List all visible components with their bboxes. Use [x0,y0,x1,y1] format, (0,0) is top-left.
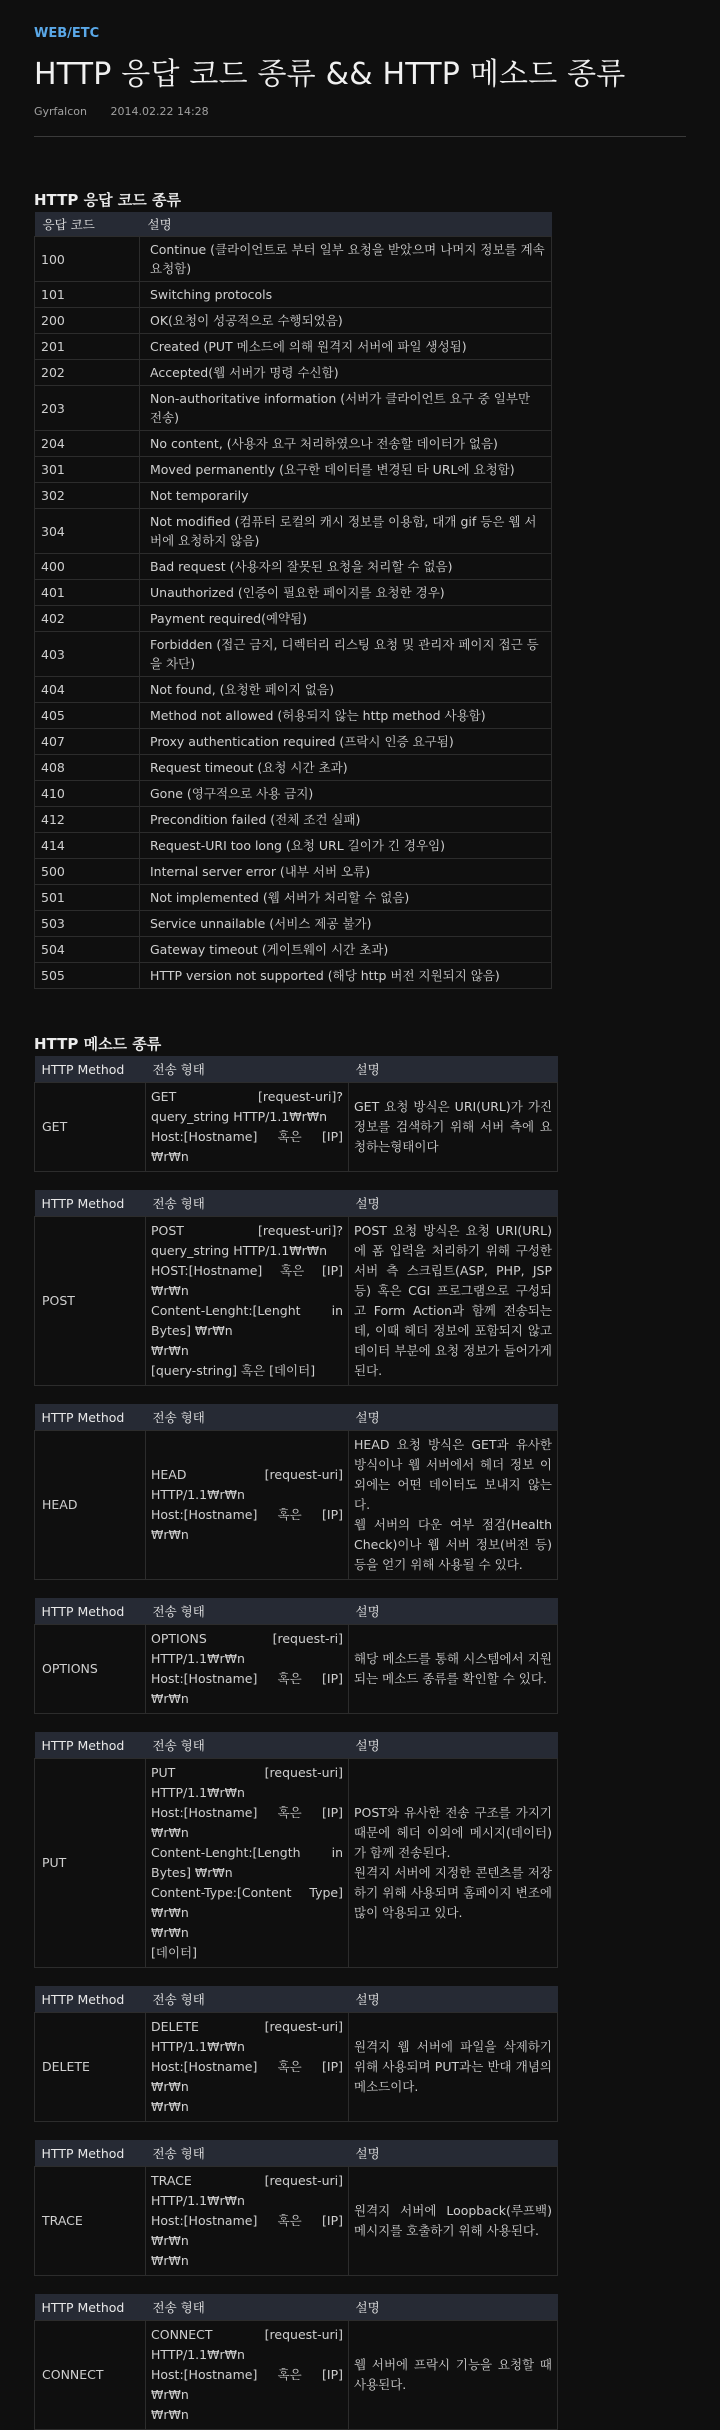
column-header-form: 전송 형태 [146,1986,349,2013]
table-row [35,1083,558,1172]
column-header-description: 설명 [349,1190,558,1217]
status-description-cell: Forbidden (접근 금지, 디렉터리 리스팅 요청 및 관리자 페이지 접근 등을 차단) [140,632,552,677]
method-name-cell: GET [35,1083,146,1172]
method-name-cell: OPTIONS [35,1625,146,1714]
status-description-cell: Gone (영구적으로 사용 금지) [140,781,552,807]
method-description-cell: 웹 서버에 프락시 기능을 요청할 때 사용된다. [349,2321,558,2430]
method-table-put [34,1732,558,1968]
method-header-row [35,1190,558,1217]
status-code-cell: 204 [35,431,140,457]
status-code-cell: 414 [35,833,140,859]
method-header-row [35,1986,558,2013]
column-header-form: 전송 형태 [146,1732,349,1759]
status-codes-heading: HTTP 응답 코드 종류 [34,191,181,209]
status-code-cell: 301 [35,457,140,483]
method-table-get [34,1056,558,1172]
method-header-row [35,1056,558,1083]
status-description-cell: Non-authoritative information (서버가 클라이언트 요구 중 일부만 전송) [140,386,552,431]
column-header-description: 설명 [349,1986,558,2013]
method-description-cell: HEAD 요청 방식은 GET과 유사한 방식이나 웹 서버에서 헤더 정보 이외에는 어떤 데이터도 보내지 않는다. 웹 서버의 다운 여부 점검(Health Check)이나 웹 서버 정보(버전 등)등을 얻기 위해 사용될 수 있다. [349,1431,558,1580]
table-row [35,807,552,833]
method-form-cell: TRACE [request-uri] HTTP/1.1₩r₩n Host:[Hostname] 혹은 [IP] ₩r₩n ₩r₩n [146,2167,349,2276]
table-row [35,360,552,386]
status-code-cell: 402 [35,606,140,632]
status-code-cell: 101 [35,282,140,308]
method-table-trace [34,2140,558,2276]
status-code-cell: 202 [35,360,140,386]
table-row [35,1625,558,1714]
method-form-cell: CONNECT [request-uri] HTTP/1.1₩r₩n Host:[Hostname] 혹은 [IP] ₩r₩n ₩r₩n [146,2321,349,2430]
method-form-cell: GET [request-uri]?query_string HTTP/1.1₩r₩n Host:[Hostname] 혹은 [IP] ₩r₩n [146,1083,349,1172]
method-table-delete [34,1986,558,2122]
status-description-cell: Switching protocols [140,282,552,308]
table-row [35,755,552,781]
column-header-form: 전송 형태 [146,1056,349,1083]
table-row [35,308,552,334]
status-description-cell: Not temporarily [140,483,552,509]
method-header-row [35,2294,558,2321]
status-description-cell: Payment required(예약됨) [140,606,552,632]
status-description-cell: HTTP version not supported (해당 http 버전 지원되지 않음) [140,963,552,989]
column-header-method: HTTP Method [35,1598,146,1625]
status-description-cell: Gateway timeout (게이트웨이 시간 초과) [140,937,552,963]
method-header-row [35,2140,558,2167]
status-code-cell: 410 [35,781,140,807]
table-row [35,334,552,360]
column-header-form: 전송 형태 [146,1190,349,1217]
method-form-cell: OPTIONS [request-ri] HTTP/1.1₩r₩n Host:[Hostname] 혹은 [IP] ₩r₩n [146,1625,349,1714]
status-description-cell: Created (PUT 메소드에 의해 원격지 서버에 파일 생성됨) [140,334,552,360]
table-row [35,483,552,509]
table-row [35,911,552,937]
post-author[interactable]: Gyrfalcon [34,105,87,118]
table-row [35,859,552,885]
method-description-cell: 원격지 서버에 Loopback(루프백) 메시지를 호출하기 위해 사용된다. [349,2167,558,2276]
status-code-cell: 200 [35,308,140,334]
column-header-form: 전송 형태 [146,1598,349,1625]
table-row [35,431,552,457]
table-row [35,2013,558,2122]
column-header-description: 설명 [349,1732,558,1759]
method-name-cell: PUT [35,1759,146,1968]
status-codes-header-row [35,212,552,237]
status-description-cell: Method not allowed (허용되지 않는 http method 사용함) [140,703,552,729]
title-divider [34,136,686,137]
method-header-row [35,1404,558,1431]
table-row [35,457,552,483]
method-name-cell: HEAD [35,1431,146,1580]
table-row [35,833,552,859]
method-form-cell: HEAD [request-uri] HTTP/1.1₩r₩n Host:[Hostname] 혹은 [IP] ₩r₩n [146,1431,349,1580]
column-header-form: 전송 형태 [146,1404,349,1431]
method-name-cell: DELETE [35,2013,146,2122]
method-name-cell: POST [35,1217,146,1386]
status-description-cell: Unauthorized (인증이 필요한 페이지를 요청한 경우) [140,580,552,606]
post-meta [34,105,686,118]
table-row [35,1759,558,1968]
method-name-cell: CONNECT [35,2321,146,2430]
status-code-cell: 407 [35,729,140,755]
table-row [35,781,552,807]
table-row [35,386,552,431]
method-form-cell: PUT [request-uri] HTTP/1.1₩r₩n Host:[Hostname] 혹은 [IP] ₩r₩n Content-Lenght:[Length in Bytes] ₩r₩n Content-Type:[Content Type] ₩r₩n ₩r₩n [데이터] [146,1759,349,1968]
column-header-description: 설명 [140,212,552,237]
status-description-cell: Request-URI too long (요청 URL 길이가 긴 경우임) [140,833,552,859]
status-description-cell: Accepted(웹 서버가 명령 수신함) [140,360,552,386]
method-form-cell: POST [request-uri]?query_string HTTP/1.1₩r₩n HOST:[Hostname] 혹은 [IP] ₩r₩n Content-Lenght:[Lenght in Bytes] ₩r₩n ₩r₩n [query-string] 혹은 [데이터] [146,1217,349,1386]
post-date: 2014.02.22 14:28 [110,105,209,118]
table-row [35,885,552,911]
status-description-cell: Continue (클라이언트로 부터 일부 요청을 받았으며 나머지 정보를 계속 요청함) [140,237,552,282]
post-title: HTTP 응답 코드 종류 && HTTP 메소드 종류 [34,57,626,92]
status-description-cell: OK(요청이 성공적으로 수행되었음) [140,308,552,334]
status-description-cell: No content, (사용자 요구 처리하였으나 전송할 데이터가 없음) [140,431,552,457]
status-code-cell: 403 [35,632,140,677]
method-description-cell: POST 요청 방식은 요청 URI(URL)에 폼 입력을 처리하기 위해 구성한 서버 측 스크립트(ASP, PHP, JSP 등) 혹은 CGI 프로그램으로 구성되고 Form Action과 함께 전송되는데, 이때 헤더 정보에 포함되지 않고 데이터 부분에 요청 정보가 들어가게 된다. [349,1217,558,1386]
column-header-method: HTTP Method [35,1190,146,1217]
status-description-cell: Bad request (사용자의 잘못된 요청을 처리할 수 없음) [140,554,552,580]
column-header-description: 설명 [349,2140,558,2167]
methods-heading: HTTP 메소드 종류 [34,1035,162,1053]
table-row [35,729,552,755]
table-row [35,1431,558,1580]
status-description-cell: Precondition failed (전체 조건 실패) [140,807,552,833]
post-category-link[interactable]: WEB/ETC [34,26,100,41]
status-codes-body [35,237,552,989]
status-code-cell: 408 [35,755,140,781]
table-row [35,237,552,282]
column-header-form: 전송 형태 [146,2140,349,2167]
table-row [35,632,552,677]
method-form-cell: DELETE [request-uri] HTTP/1.1₩r₩n Host:[Hostname] 혹은 [IP] ₩r₩n ₩r₩n [146,2013,349,2122]
status-description-cell: Proxy authentication required (프락시 인증 요구됨) [140,729,552,755]
method-header-row [35,1598,558,1625]
column-header-method: HTTP Method [35,1056,146,1083]
table-row [35,282,552,308]
table-row [35,703,552,729]
methods-list [34,1056,686,2430]
status-code-cell: 400 [35,554,140,580]
table-row [35,2167,558,2276]
status-code-cell: 302 [35,483,140,509]
status-description-cell: Request timeout (요청 시간 초과) [140,755,552,781]
column-header-method: HTTP Method [35,1732,146,1759]
column-header-description: 설명 [349,1404,558,1431]
table-row [35,580,552,606]
table-row [35,677,552,703]
method-name-cell: TRACE [35,2167,146,2276]
column-header-description: 설명 [349,1056,558,1083]
method-header-row [35,1732,558,1759]
table-row [35,606,552,632]
status-code-cell: 412 [35,807,140,833]
table-row [35,1217,558,1386]
column-header-form: 전송 형태 [146,2294,349,2321]
status-code-cell: 203 [35,386,140,431]
column-header-method: HTTP Method [35,1404,146,1431]
method-description-cell: POST와 유사한 전송 구조를 가지기 때문에 헤더 이외에 메시지(데이터)가 함께 전송된다. 원격지 서버에 지정한 콘텐츠를 저장하기 위해 사용되며 홈페이지 변조에 많이 악용되고 있다. [349,1759,558,1968]
status-code-cell: 404 [35,677,140,703]
method-description-cell: GET 요청 방식은 URI(URL)가 가진 정보를 검색하기 위해 서버 측에 요청하는형태이다 [349,1083,558,1172]
status-description-cell: Internal server error (내부 서버 오류) [140,859,552,885]
table-row [35,963,552,989]
status-code-cell: 501 [35,885,140,911]
status-code-cell: 500 [35,859,140,885]
status-code-cell: 100 [35,237,140,282]
status-code-cell: 504 [35,937,140,963]
table-row [35,509,552,554]
status-code-cell: 201 [35,334,140,360]
status-description-cell: Service unnailable (서비스 제공 불가) [140,911,552,937]
method-table-options [34,1598,558,1714]
method-table-head [34,1404,558,1580]
status-description-cell: Not implemented (웹 서버가 처리할 수 없음) [140,885,552,911]
column-header-method: HTTP Method [35,2140,146,2167]
method-table-post [34,1190,558,1386]
table-row [35,937,552,963]
method-table-connect [34,2294,558,2430]
method-description-cell: 원격지 웹 서버에 파일을 삭제하기 위해 사용되며 PUT과는 반대 개념의 메소드이다. [349,2013,558,2122]
status-code-cell: 503 [35,911,140,937]
column-header-description: 설명 [349,1598,558,1625]
status-description-cell: Not modified (컴퓨터 로컬의 캐시 정보를 이용함, 대개 gif 등은 웹 서버에 요청하지 않음) [140,509,552,554]
column-header-description: 설명 [349,2294,558,2321]
status-code-cell: 505 [35,963,140,989]
status-code-cell: 401 [35,580,140,606]
table-row [35,554,552,580]
table-row [35,2321,558,2430]
status-code-cell: 304 [35,509,140,554]
column-header-method: HTTP Method [35,1986,146,2013]
status-codes-table [34,212,552,989]
column-header-code: 응답 코드 [35,212,140,237]
method-description-cell: 해당 메소드를 통해 시스템에서 지원되는 메소드 종류를 확인할 수 있다. [349,1625,558,1714]
status-description-cell: Not found, (요청한 페이지 없음) [140,677,552,703]
status-description-cell: Moved permanently (요구한 데이터를 변경된 타 URL에 요청함) [140,457,552,483]
column-header-method: HTTP Method [35,2294,146,2321]
status-code-cell: 405 [35,703,140,729]
